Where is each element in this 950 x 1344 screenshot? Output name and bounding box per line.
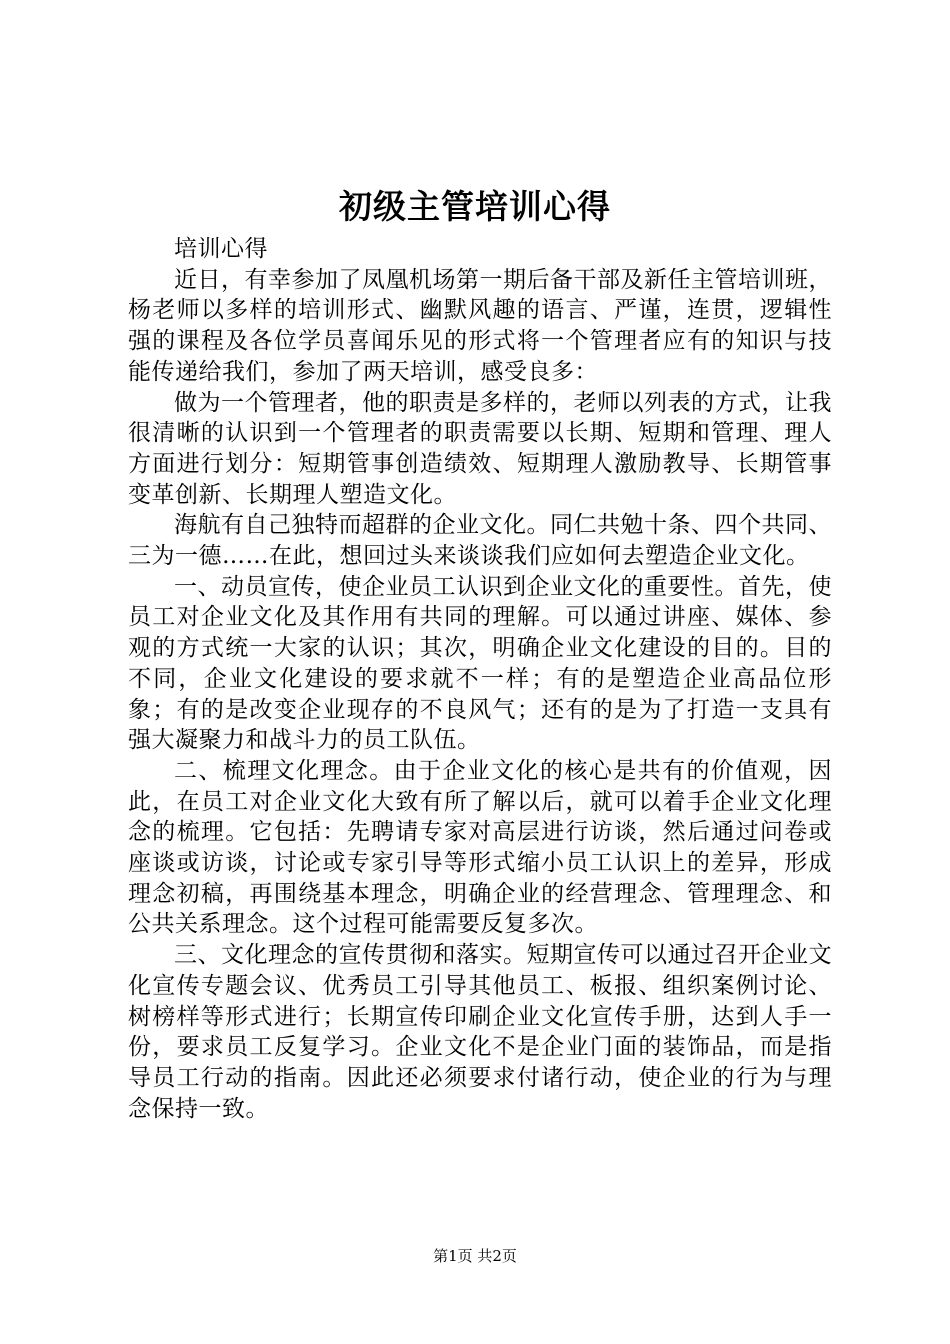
paragraph-point-two: 二、梳理文化理念。由于企业文化的核心是共有的价值观，因此，在员工对企业文化大致有所了解以后，就可以着手企业文化理念的梳理。它包括：先聘请专家对高层进行访谈，然后通过问卷或座谈或访谈，讨论或专家引导等形式缩小员工认识上的差异，形成理念初稿，再围绕基本理念，明确企业的经营理念、管理理念、和公共关系理念。这个过程可能需要反复多次。 [128,757,832,938]
paragraph-point-one: 一、动员宣传，使企业员工认识到企业文化的重要性。首先，使员工对企业文化及其作用有共同的理解。可以通过讲座、媒体、参观的方式统一大家的认识；其次，明确企业文化建设的目的。目的不同，企业文化建设的要求就不一样；有的是塑造企业高品位形象；有的是改变企业现存的不良风气；还有的是为了打造一支具有强大凝聚力和战斗力的员工队伍。 [128,573,832,754]
paragraph-point-three: 三、文化理念的宣传贯彻和落实。短期宣传可以通过召开企业文化宣传专题会议、优秀员工引导其他员工、板报、组织案例讨论、树榜样等形式进行；长期宣传印刷企业文化宣传手册，达到人手一份，要求员工反复学习。企业文化不是企业门面的装饰品，而是指导员工行动的指南。因此还必须要求付诸行动，使企业的行为与理念保持一致。 [128,942,832,1122]
paragraph-hna-culture: 海航有自己独特而超群的企业文化。同仁共勉十条、四个共同、三为一德……在此，想回过头来谈谈我们应如何去塑造企业文化。 [128,512,832,570]
paragraph-manager-duties: 做为一个管理者，他的职责是多样的，老师以列表的方式，让我很清晰的认识到一个管理者的职责需要以长期、短期和管理、理人方面进行划分：短期管事创造绩效、短期理人激励教导、长期管事变革创新、长期理人塑造文化。 [128,389,832,508]
document-title: 初级主管培训心得 [339,187,611,226]
paragraph-intro: 近日，有幸参加了凤凰机场第一期后备干部及新任主管培训班，杨老师以多样的培训形式、幽默风趣的语言、严谨，连贯，逻辑性强的课程及各位学员喜闻乐见的形式将一个管理者应有的知识与技能传递给我们，参加了两天培训，感受良多： [128,266,832,385]
document-body [128,234,832,1124]
paragraph-heading: 培训心得 [174,236,268,262]
page-number-footer: 第1页 共2页 [433,1247,517,1265]
